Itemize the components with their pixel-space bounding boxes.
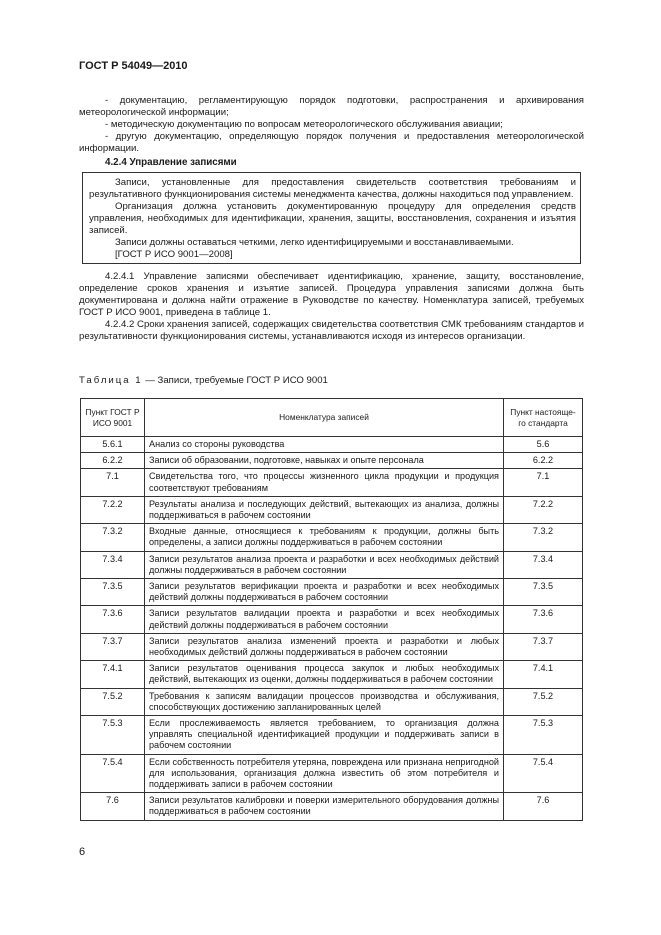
section-heading: 4.2.4 Управление записями: [105, 157, 237, 168]
gost-clause-cell: 7.1: [81, 469, 145, 496]
gost-clause-cell: 7.5.2: [81, 688, 145, 715]
quote-paragraph: Записи, установленные для предоставления свидетельств соответствия требованиям и результативного функционирования системы менеджмента качества, должны находиться под управлением.: [89, 177, 576, 200]
records-table: [80, 398, 583, 821]
gost-clause-cell: 7.3.6: [81, 606, 145, 633]
standard-clause-cell: 7.5.2: [504, 688, 583, 715]
record-description-cell: Если прослеживаемость является требованием, то организация должна управлять специальной идентификацией продукции и поддерживать записи в рабочем состоянии: [145, 716, 504, 755]
table-header-row: [81, 399, 583, 437]
table-row: [81, 606, 583, 633]
intro-item: - методическую документацию по вопросам метеорологического обслуживания авиации;: [105, 119, 503, 130]
table-caption: [79, 375, 328, 386]
table-row: [81, 469, 583, 496]
intro-list: [79, 95, 584, 155]
standard-clause-cell: 7.5.4: [504, 754, 583, 793]
record-description-cell: Записи результатов верификации проекта и разработки и всех необходимых действий должны поддерживаться в рабочем состоянии: [145, 579, 504, 606]
standard-clause-cell: 7.3.5: [504, 579, 583, 606]
record-description-cell: Записи результатов анализа изменений проекта и разработки и любых необходимых действий должны поддерживаться в рабочем состоянии: [145, 633, 504, 660]
table-row: [81, 437, 583, 453]
record-description-cell: Записи результатов валидации проекта и разработки и всех необходимых действий должны поддерживаться в рабочем состоянии: [145, 606, 504, 633]
gost-clause-cell: 6.2.2: [81, 453, 145, 469]
table-body: [81, 437, 583, 821]
record-description-cell: Входные данные, относящиеся к требованиям к продукции, должны быть определены, а записи должны поддерживаться в рабочем состоянии: [145, 524, 504, 551]
record-description-cell: Если собственность потребителя утеряна, повреждена или признана непригодной для использования, организация должна известить об этом потребителя и поддерживать записи в рабочем состоянии: [145, 754, 504, 793]
gost-clause-cell: 5.6.1: [81, 437, 145, 453]
record-description-cell: Анализ со стороны руководства: [145, 437, 504, 453]
gost-clause-cell: 7.3.7: [81, 633, 145, 660]
table-row: [81, 793, 583, 820]
table-row: [81, 661, 583, 688]
quote-paragraph: Записи должны оставаться четкими, легко идентифицируемыми и восстанавливаемыми.: [115, 237, 514, 248]
body-paragraph: 4.2.4.2 Сроки хранения записей, содержащих свидетельства соответствия СМК требованиям стандартов и результативности функционирования системы, устанавливаются исходя из интересов организации.: [79, 319, 584, 342]
document-header: ГОСТ Р 54049—2010: [79, 60, 188, 72]
standard-clause-cell: 7.2.2: [504, 496, 583, 523]
standard-clause-cell: 7.3.7: [504, 633, 583, 660]
table-row: [81, 579, 583, 606]
table-row: [81, 524, 583, 551]
record-description-cell: Результаты анализа и последующих действий, вытекающих из анализа, должны поддерживаться в рабочем состоянии: [145, 496, 504, 523]
table-row: [81, 453, 583, 469]
page-number: 6: [79, 846, 86, 858]
table-row: [81, 496, 583, 523]
standard-clause-cell: 7.1: [504, 469, 583, 496]
gost-clause-cell: 7.3.5: [81, 579, 145, 606]
record-description-cell: Записи результатов анализа проекта и разработки и всех необходимых действий должны поддерживаться в рабочем состоянии: [145, 551, 504, 578]
intro-item: - документацию, регламентирующую порядок подготовки, распространения и архивирования метеорологической информации;: [79, 95, 584, 118]
table-row: [81, 754, 583, 793]
gost-clause-cell: 7.5.4: [81, 754, 145, 793]
standard-clause-cell: 7.6: [504, 793, 583, 820]
standard-clause-cell: 6.2.2: [504, 453, 583, 469]
gost-clause-cell: 7.3.2: [81, 524, 145, 551]
gost-clause-cell: 7.6: [81, 793, 145, 820]
standard-clause-cell: 7.4.1: [504, 661, 583, 688]
table-caption-text: — Записи, требуемые ГОСТ Р ИСО 9001: [142, 375, 328, 386]
table-row: [81, 716, 583, 755]
header-gost-clause: Пункт ГОСТ Р ИСО 9001: [81, 399, 145, 437]
body-paragraph: 4.2.4.1 Управление записями обеспечивает идентификацию, хранение, защиту, восстановление, определение сроков хранения и изъятие записей. Процедура управления записями должна быть документирована и должна найти отражение в Руководстве по качеству. Номенклатура записей, требуемых ГОСТ Р ИСО 9001, приведена в таблице 1.: [79, 271, 584, 318]
gost-clause-cell: 7.4.1: [81, 661, 145, 688]
quote-source: [ГОСТ Р ИСО 9001—2008]: [115, 249, 233, 260]
header-records-nomenclature: Номенклатура записей: [145, 399, 504, 437]
standard-clause-cell: 7.3.6: [504, 606, 583, 633]
record-description-cell: Записи результатов калибровки и поверки измерительного оборудования должны поддерживаться в рабочем состоянии: [145, 793, 504, 820]
quote-paragraph: Организация должна установить документированную процедуру для определения средств управления, необходимых для идентификации, хранения, защиты, восстановления, сохранения и изъятия записей.: [89, 201, 576, 236]
gost-clause-cell: 7.5.3: [81, 716, 145, 755]
table-row: [81, 633, 583, 660]
header-standard-clause: Пункт настояще-го стандарта: [504, 399, 583, 437]
table-row: [81, 551, 583, 578]
gost-clause-cell: 7.2.2: [81, 496, 145, 523]
table-caption-label: Таблица 1: [79, 375, 143, 386]
standard-clause-cell: 7.3.4: [504, 551, 583, 578]
record-description-cell: Записи об образовании, подготовке, навыках и опыте персонала: [145, 453, 504, 469]
standard-clause-cell: 7.5.3: [504, 716, 583, 755]
intro-item: - другую документацию, определяющую порядок получения и предоставления метеорологической информации.: [79, 131, 584, 154]
record-description-cell: Свидетельства того, что процессы жизненного цикла продукции и продукция соответствуют требованиям: [145, 469, 504, 496]
standard-clause-cell: 7.3.2: [504, 524, 583, 551]
standard-clause-cell: 5.6: [504, 437, 583, 453]
gost-clause-cell: 7.3.4: [81, 551, 145, 578]
table-row: [81, 688, 583, 715]
standard-quote-box: [82, 172, 581, 264]
record-description-cell: Требования к записям валидации процессов производства и обслуживания, способствующих достижению запланированных целей: [145, 688, 504, 715]
body-text: [79, 271, 584, 343]
record-description-cell: Записи результатов оценивания процесса закупок и любых необходимых действий, вытекающих из оценки, должны поддерживаться в рабочем состоянии: [145, 661, 504, 688]
